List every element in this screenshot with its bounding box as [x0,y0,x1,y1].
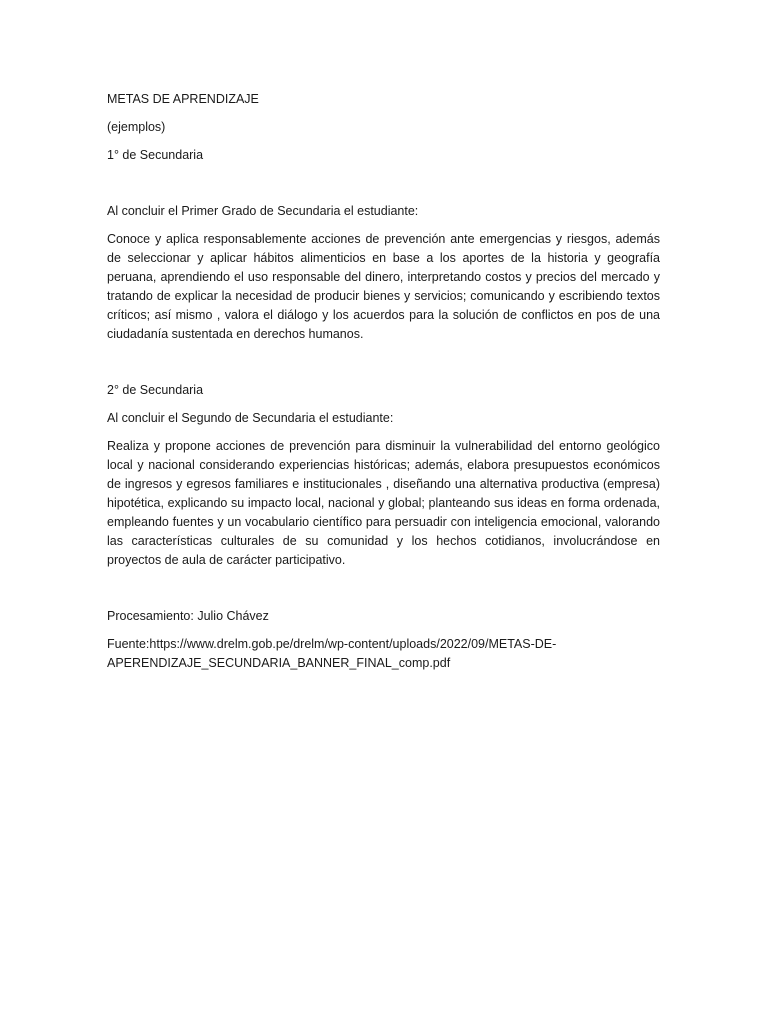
document-page [107,90,660,673]
processing-credit: Procesamiento: Julio Chávez [107,609,269,623]
section1-body: Conoce y aplica responsablemente acciones de prevención ante emergencias y riesgos, además de seleccionar y aplicar hábitos alimenticios en base a los aportes de la historia y geografía peruana, aprendiendo el uso responsable del dinero, interpretando costos y precios del mercado y tratando de explicar la necesidad de producir bienes y servicios; comunicando y escribiendo textos críticos; así mismo , valora el diálogo y los acuerdos para la solución de conflictos en pos de una ciudadanía sustentada en derechos humanos. [107,232,660,341]
document-title: METAS DE APRENDIZAJE [107,92,259,106]
source-url-line1: Fuente:https://www.drelm.gob.pe/drelm/wp-content/uploads/2022/09/METAS-DE- [107,637,557,651]
section1-intro: Al concluir el Primer Grado de Secundaria el estudiante: [107,204,419,218]
section1-heading: 1° de Secundaria [107,148,204,162]
section2-intro: Al concluir el Segundo de Secundaria el estudiante: [107,411,394,425]
section2-body: Realiza y propone acciones de prevención para disminuir la vulnerabilidad del entorno geológico local y nacional considerando experiencias históricas; además, elabora presupuestos económicos de ingresos y egresos familiares e institucionales , diseñando una alternativa productiva (empresa) hipotética, explicando su impacto local, nacional y global; planteando sus ideas en forma ordenada, empleando fuentes y un vocabulario científico para persuadir con inteligencia emocional, valorando las características culturales de su comunidad y los hechos cotidianos, involucrándose en proyectos de aula de carácter participativo. [107,439,660,567]
source-url-line2: APERENDIZAJE_SECUNDARIA_BANNER_FINAL_comp.pdf [107,656,451,670]
section2-heading: 2° de Secundaria [107,383,204,397]
document-subtitle: (ejemplos) [107,120,166,134]
